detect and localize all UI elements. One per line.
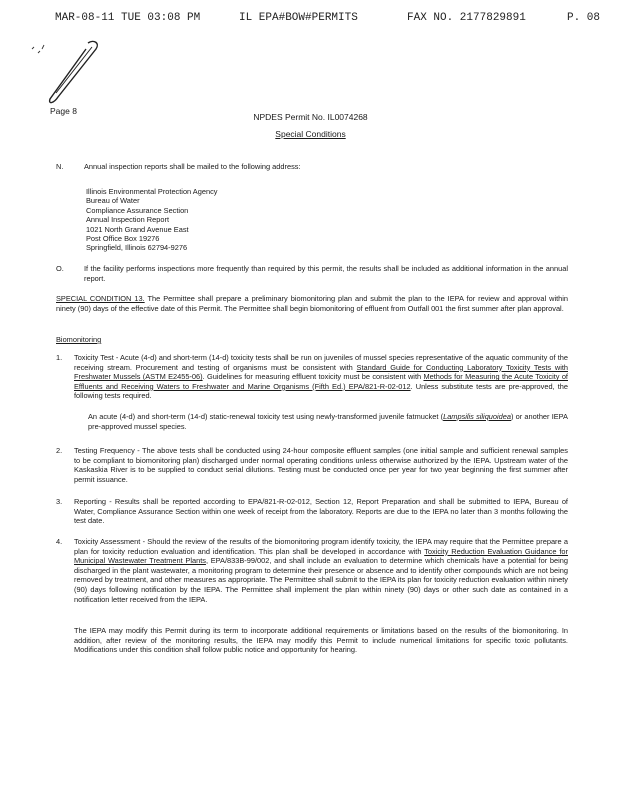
fax-header <box>55 12 601 26</box>
tre-guidance-reference: Toxicity Reduction Evaluation Guidance for Municipal Wastewater Treatment Plants <box>74 546 568 566</box>
item-2-number: 2. <box>56 446 63 455</box>
section-title: Special Conditions <box>275 129 346 139</box>
item-3-reporting: Reporting - Results shall be reported according to EPA/821-R-02-012, Section 12, Report Preparation and shall be submitted to IEPA, Bureau of Water, Compliance Assurance Section within one week of receipt from the laboratory. Reports are due to the IEPA no later than 3 months following the test date. <box>74 497 568 526</box>
special-condition-label: SPECIAL CONDITION 13. <box>56 294 145 303</box>
item-4-toxicity-assessment: Toxicity Assessment - Should the review of the results of the biomonitoring program identify toxicity, the IEPA may require that the Permittee prepare a plan for toxicity reduction evaluation and identification. This plan shall be developed in accordance with Toxicity Reduction Evaluation Guidance for Municipal Wastewater Treatment Plants, EPA/833B-99/002, and shall include an evaluation to determine which chemicals have a potential for being discharged in the plant wastewater, a monitoring program to determine their presence or absence and to identify other compounds which are not being removed by treatment, and other measures as appropriate. The Permittee shall submit to the IEPA its plan for toxicity reduction evaluation within ninety (90) days following notification by the IEPA. The Permittee shall implement the plan within ninety (90) days or other such date as contained in a notification letter received from the IEPA. <box>74 537 568 604</box>
item-n-label: N. <box>56 162 64 171</box>
fax-page: P. 08 <box>567 12 601 24</box>
permit-number: NPDES Permit No. IL0074268 <box>253 112 368 122</box>
item-2-testing-frequency: Testing Frequency - The above tests shall be conducted using 24-hour composite effluent samples (one initial sample and sufficient renewal samples to be compliant to biomonitoring plan) discharged under normal operating conditions unless otherwise authorized by the IEPA. Upstream water of the Kaskaskia River is to be supplied to conduct serial dilutions. Testing must be conducted once per year for two year beginning the first summer after permit issuance. <box>74 446 568 484</box>
astm-guide-reference: Standard Guide for Conducting Laboratory Toxicity Tests with Freshwater Mussels (ASTM E2455-06) <box>74 362 568 382</box>
species-name: Lampsilis siliquoidea <box>443 412 512 421</box>
item-o-label: O. <box>56 264 64 273</box>
special-condition-13 <box>56 294 568 313</box>
biomonitoring-heading: Biomonitoring <box>56 335 102 344</box>
epa-methods-reference: Methods for Measuring the Acute Toxicity of Effluents and Receiving Waters to Freshwater and Marine Organisms (Fifth Ed.) EPA/821-R-02-012 <box>74 372 568 391</box>
page-number: Page 8 <box>50 106 77 116</box>
item-4-permit-modification: The IEPA may modify this Permit during its term to incorporate additional requirements or limitations based on the results of the biomonitoring. In addition, after review of the monitoring results, the IEPA may modify this Permit to include numerical limitations for specific toxic pollutants. Modifications under this condition shall follow public notice and opportunity for hearing. <box>74 626 568 655</box>
item-4-number: 4. <box>56 537 63 546</box>
item-3-number: 3. <box>56 497 63 506</box>
fax-number: FAX NO. 2177829891 <box>407 12 526 24</box>
address-line: Illinois Environmental Protection Agency <box>86 187 218 196</box>
fax-sender: IL EPA#BOW#PERMITS <box>239 12 358 24</box>
address-line: Compliance Assurance Section <box>86 205 189 215</box>
item-n-text: Annual inspection reports shall be mailed to the following address: <box>84 162 301 171</box>
fax-date-time: MAR-08-11 TUE 03:08 PM <box>55 12 201 24</box>
mailing-address <box>86 187 217 253</box>
address-line: 1021 North Grand Avenue East <box>86 224 189 234</box>
pen-scribble-mark <box>28 35 128 115</box>
address-line: Bureau of Water <box>86 196 140 206</box>
address-line: Annual Inspection Report <box>86 215 169 225</box>
item-1-toxicity-test: Toxicity Test - Acute (4-d) and short-term (14-d) toxicity tests shall be run on juveniles of mussel species representative of the aquatic community of the receiving stream. Procurement and testing of organisms must be consistent with Standard Guide for Conducting Laboratory Toxicity Tests with Freshwater Mussels (ASTM E2455-06). Guidelines for measuring effluent toxicity must be consistent with Methods for Measuring the Acute Toxicity of Effluents and Receiving Waters to Freshwater and Marine Organisms (Fifth Ed.) EPA/821-R-02-012. Unless substitute tests are pre-approved, the following tests required. <box>74 353 568 401</box>
address-line: Springfield, Illinois 62794-9276 <box>86 243 188 253</box>
item-1-acute-test: An acute (4-d) and short-term (14-d) static-renewal toxicity test using newly-transformed juvenile fatmucket (Lampsilis siliquoidea) or another IEPA pre-approved mussel species. <box>88 412 568 431</box>
item-1-number: 1. <box>56 353 63 362</box>
item-o-text: If the facility performs inspections more frequently than required by this permit, the results shall be included as additional information in the annual report. <box>84 264 568 283</box>
address-line: Post Office Box 19276 <box>86 234 160 244</box>
special-condition-text: The Permittee shall prepare a preliminary biomonitoring plan and submit the plan to the IEPA for review and approval within ninety (90) days of the effective date of this Permit. The Permittee shall begin biomonitoring of effluent from Outfall 001 the first summer after plan approval. <box>56 294 569 313</box>
